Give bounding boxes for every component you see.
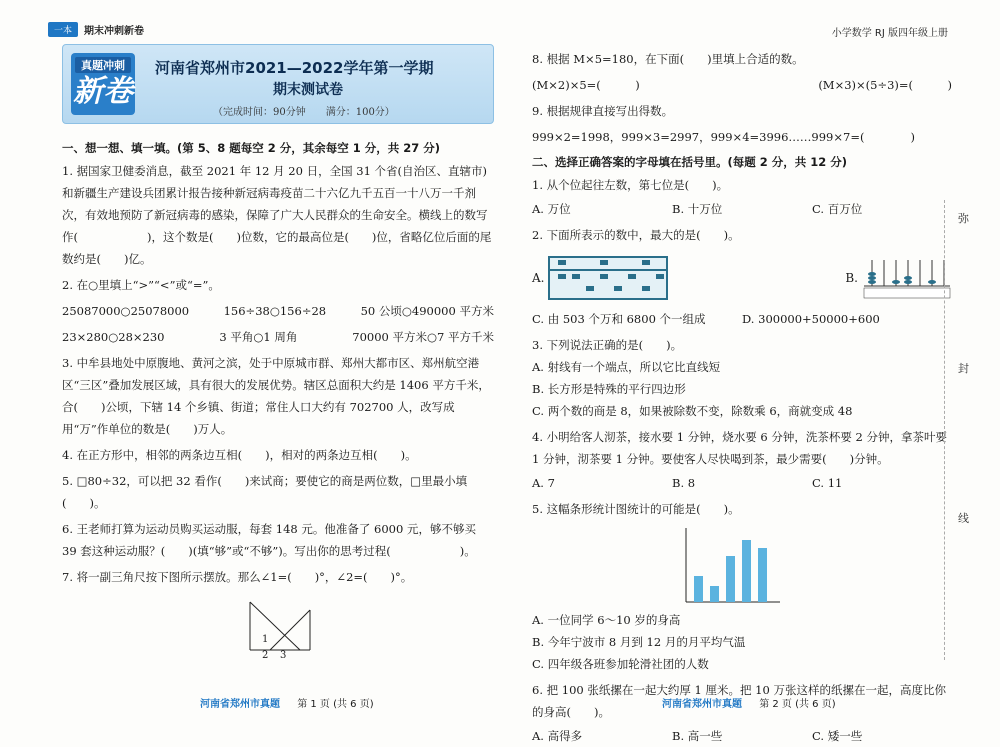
choice-2-options [532,308,952,330]
abacus-b-image [862,256,952,300]
choice-4-options [532,472,952,494]
question-9: 9. 根据规律直接写出得数。 [532,104,674,118]
logo [71,53,135,115]
abacus-figures [532,250,952,306]
question-3: 3. 中牟县地处中原腹地、黄河之滨，处于中原城市群、郑州大都市区、郑州航空港区“三区”叠加发展区域，具有很大的发展优势。辖区总面积大约是 1406 平方千米，合( )公顷，下辖 14 个乡镇、街道；常住人口大约有 702700 人，改写成用“万”作单位的数是( )万人。 [62,356,490,436]
question-7: 7. 将一副三角尺按下图所示摆放。那么∠1=( )°，∠2=( )°。 [62,570,413,584]
exam-title: 河南省郑州市2021—2022学年第一学期 [155,59,434,77]
compare-item: 70000 平方米○7 平方千米 [352,330,494,344]
abacus-a [532,256,668,300]
option: B. 十万位 [672,202,723,216]
compare-item: 50 公顷○490000 平方米 [360,304,494,318]
question-9-row: 999×2=1998，999×3=2997，999×4=3996……999×7=( ) [532,130,915,144]
exam-meta: （完成时间：90分钟 满分：100分） [213,107,395,118]
question-1: 1. 据国家卫健委消息，截至 2021 年 12 月 20 日，全国 31 个省(自治区、直辖市)和新疆生产建设兵团累计报告接种新冠病毒疫苗二十六亿九千五百一十八万一千剂次，有效地预防了新冠病毒的感染，保障了广大人民群众的生命安全。横线上的数写作( )，这个数是( )位数，它的最高位是( )位，省略亿位后面的尾数约是( )亿。 [62,164,492,266]
footer-right [662,695,836,710]
choice-6: 6. 把 100 张纸摞在一起大约厚 1 厘米。把 10 万张这样的纸摞在一起，高度比你的身高( )。 [532,683,946,719]
compare-item: 23×280○28×230 [62,330,165,344]
section-2-heading: 二、选择正确答案的字母填在括号里。(每题 2 分，共 12 分) [532,155,848,169]
logo-big-text: 新卷 [73,74,133,109]
choice-5-option-c: C. 四年级各班参加轮滑社团的人数 [532,657,709,671]
binding-mark: 封 [958,362,969,375]
footer-page-number: 第 2 页 (共 6 页) [759,699,836,710]
footer-source: 河南省郑州市真题 [662,699,742,710]
bar-chart-figure [682,526,782,606]
option: A. 高得多 [532,729,583,743]
abacus-a-image [548,256,668,300]
binding-line [944,200,945,660]
choice-1-options [532,198,952,220]
svg-text:2: 2 [262,650,269,661]
svg-text:1: 1 [262,634,269,645]
choice-3-option-c: C. 两个数的商是 8，如果被除数不变，除数乘 6，商就变成 48 [532,404,853,418]
choice-1: 1. 从个位起往左数，第七位是( )。 [532,178,729,192]
question-6: 6. 王老师打算为运动员购买运动服，每套 148 元。他准备了 6000 元，够不够买 39 套这种运动服？( )(填“够”或“不够”)。写出你的思考过程( )。 [62,522,476,558]
question-8-row [532,74,952,96]
abacus-b-label: B. [845,271,858,285]
section-1-heading: 一、想一想、填一填。(第 5、8 题每空 2 分，其余每空 1 分，共 27 分) [62,141,441,155]
exam-title-box [62,44,494,124]
choice-4: 4. 小明给客人沏茶，接水要 1 分钟，烧水要 6 分钟，洗茶杯要 2 分钟，拿茶叶要 1 分钟，沏茶要 1 分钟。要使客人尽快喝到茶，最少需要( )分钟。 [532,430,948,466]
compare-item: 25087000○25078000 [62,304,190,318]
binding-mark: 弥 [958,212,969,225]
option: C. 百万位 [812,202,863,216]
option: A. 万位 [532,202,571,216]
brand-badge: 一本 [48,22,78,37]
set-square-figure [240,600,320,660]
page-left [62,44,494,588]
question-2: 2. 在○里填上“>”“<”或“=”。 [62,278,220,292]
abacus-a-label: A. [532,271,545,285]
option: A. 7 [532,476,555,490]
choice-3-option-a: A. 射线有一个端点，所以它比直线短 [532,360,721,374]
svg-text:3: 3 [280,650,287,661]
page-right [532,44,952,747]
option: C. 矮一些 [812,729,863,743]
choice-3-option-b: B. 长方形是特殊的平行四边形 [532,382,686,396]
option: B. 8 [672,476,696,490]
header-brand [48,22,144,37]
logo-top-text: 真题冲刺 [75,57,131,73]
option: B. 高一些 [672,729,723,743]
abacus-b [845,256,952,300]
question-2-row-2 [62,326,494,348]
choice-6-options [532,725,952,747]
option: C. 11 [812,476,843,490]
choice-5-option-a: A. 一位同学 6～10 岁的身高 [532,613,681,627]
brand-text: 期末冲刺新卷 [84,26,145,37]
fill-item: (M×3)×(5÷3)=( ) [818,78,952,92]
choice-3: 3. 下列说法正确的是( )。 [532,338,683,352]
binding-mark: 线 [958,512,969,525]
question-5: 5. □80÷32，可以把 32 看作( )来试商；要使它的商是两位数，□里最小填( )。 [62,474,468,510]
footer-source: 河南省郑州市真题 [200,699,280,710]
compare-item: 156÷38○156÷28 [223,304,327,318]
choice-5: 5. 这幅条形统计图统计的可能是( )。 [532,502,740,516]
compare-item: 3 平角○1 周角 [219,330,298,344]
choice-5-option-b: B. 今年宁波市 8 月到 12 月的月平均气温 [532,635,746,649]
footer-page-number: 第 1 页 (共 6 页) [297,699,374,710]
exam-subtitle: 期末测试卷 [273,82,343,98]
question-8: 8. 根据 M×5=180，在下面( )里填上合适的数。 [532,52,804,66]
fill-item: (M×2)×5=( ) [532,78,640,92]
book-title: 小学数学 RJ 版四年级上册 [831,28,948,39]
question-2-row-1 [62,300,494,322]
option: D. 300000+50000+600 [742,312,880,326]
footer-left [200,695,374,710]
option: C. 由 503 个万和 6800 个一组成 [532,312,706,326]
choice-2: 2. 下面所表示的数中，最大的是( )。 [532,228,740,242]
question-4: 4. 在正方形中，相邻的两条边互相( )，相对的两条边互相( )。 [62,448,417,462]
